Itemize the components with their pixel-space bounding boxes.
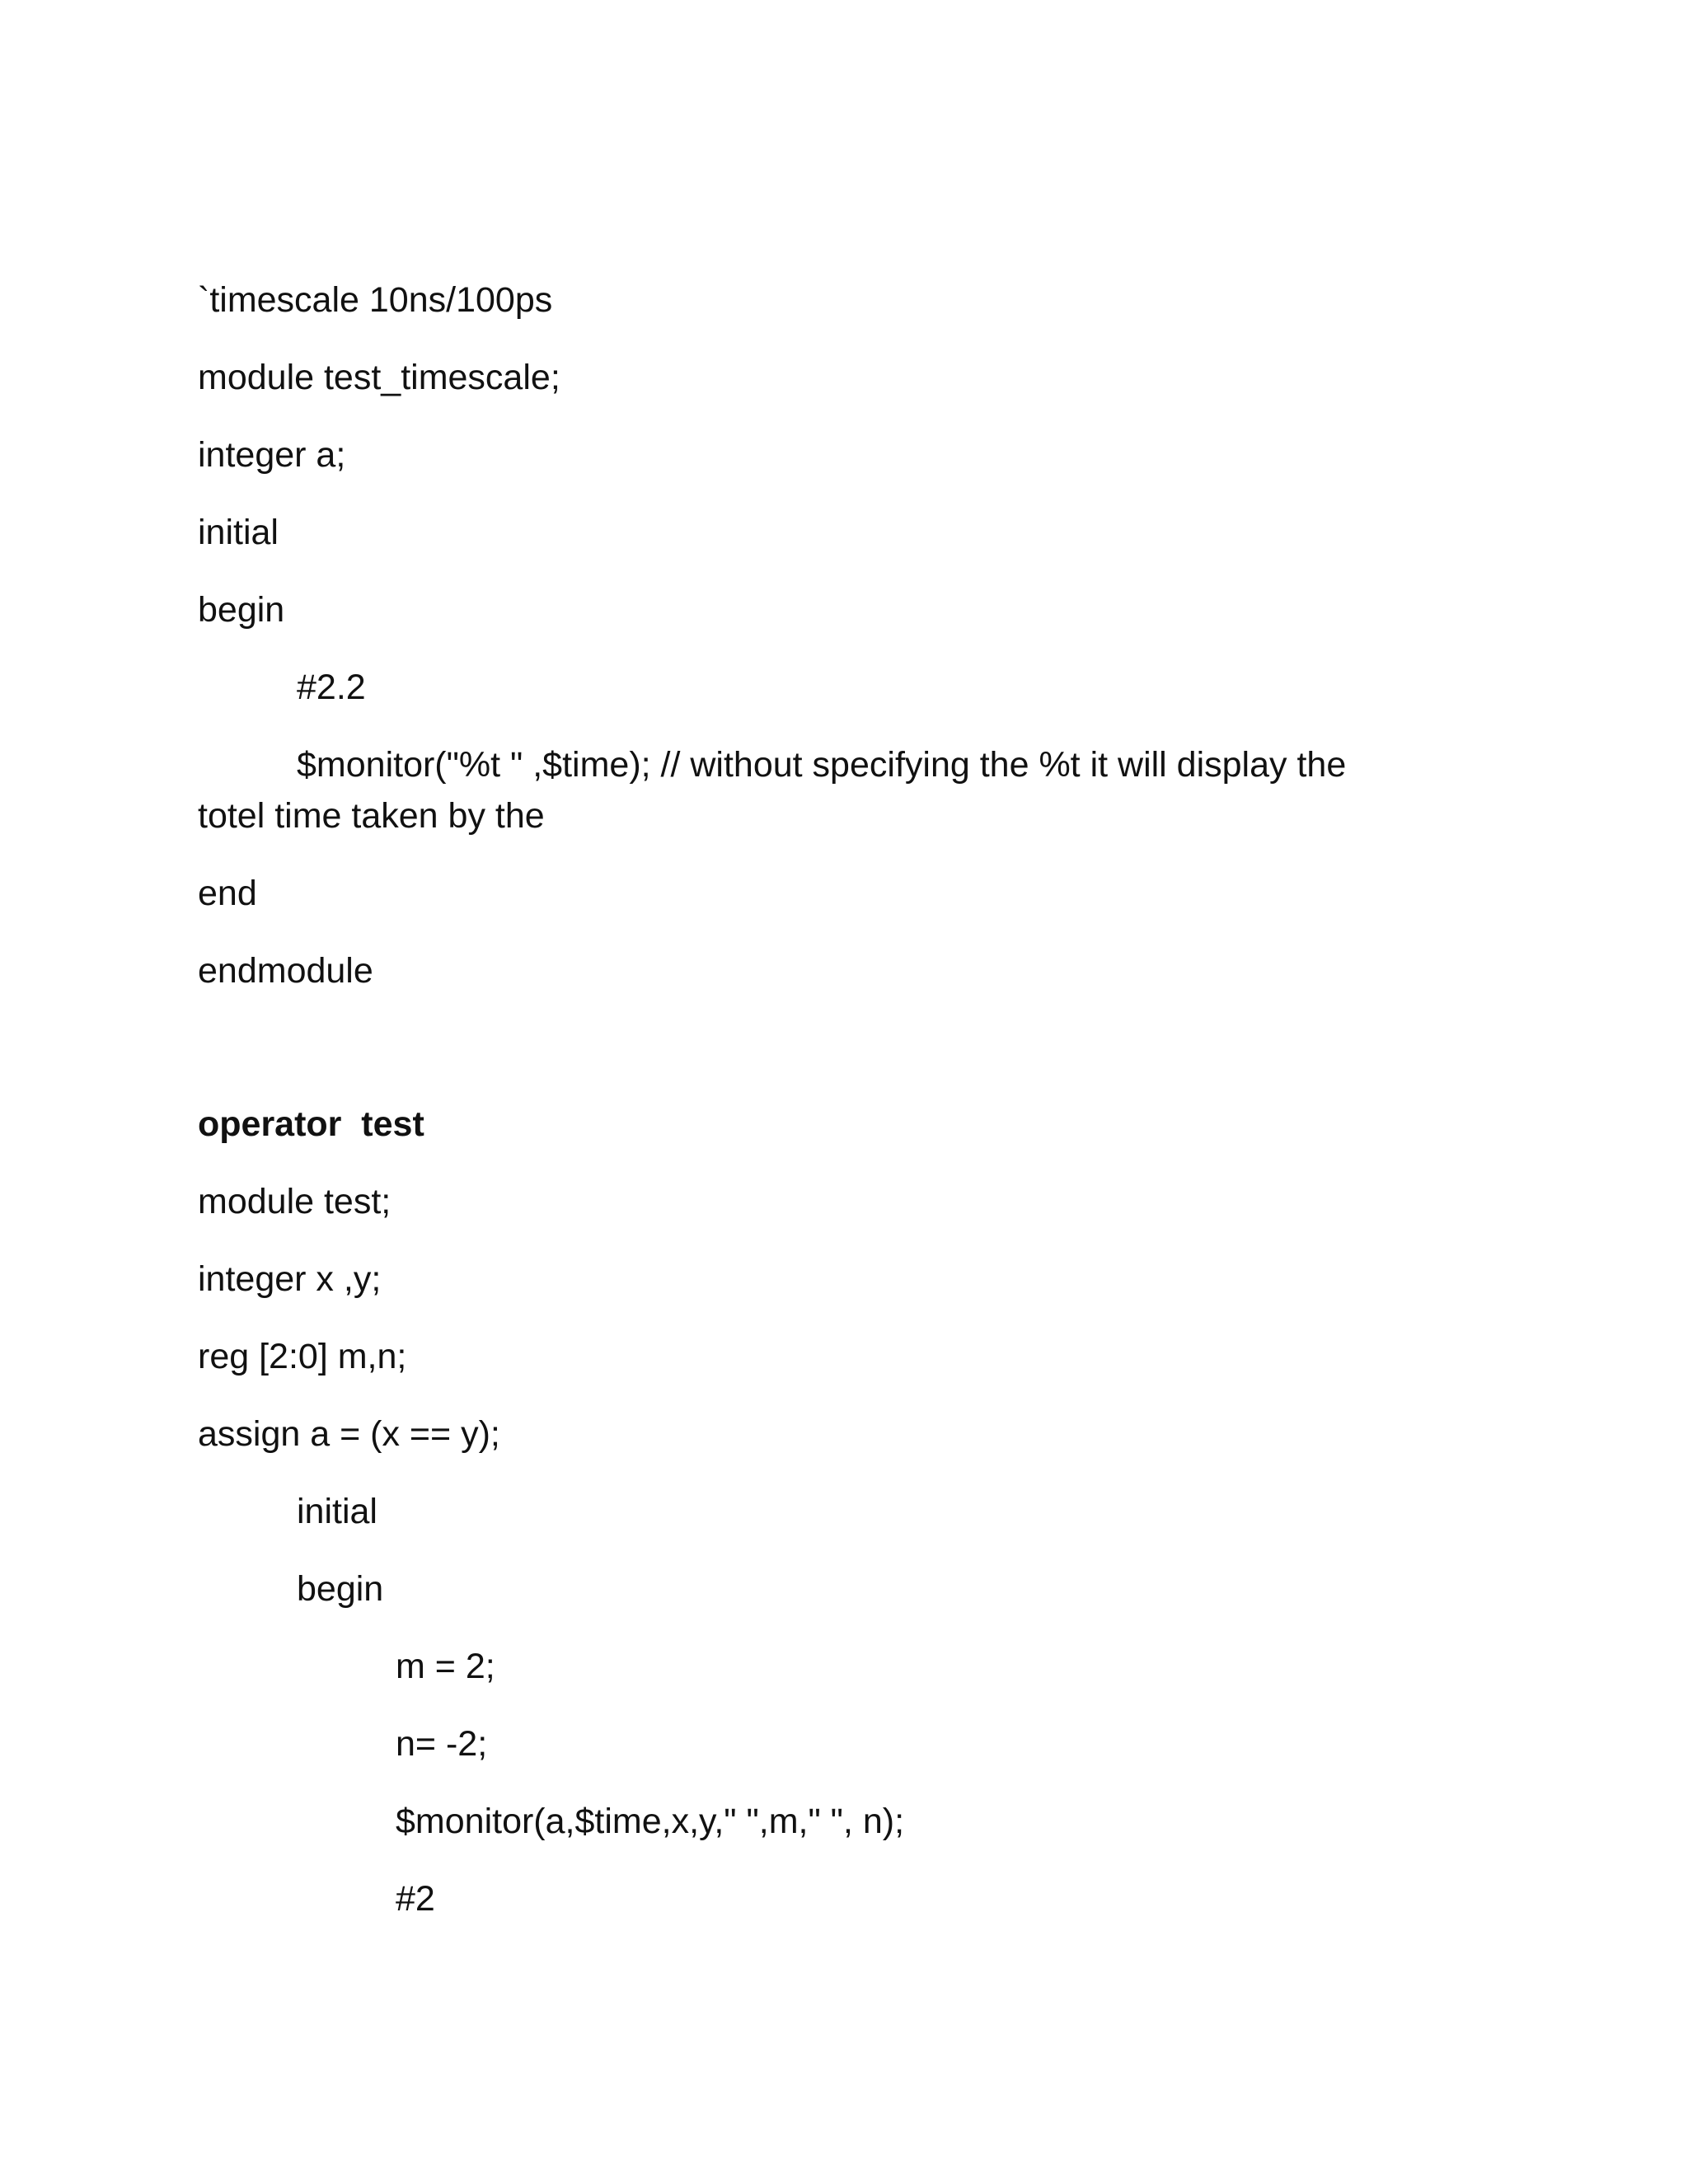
code-line-begin: begin xyxy=(198,590,285,630)
section-heading-operator-test: operator test xyxy=(198,1104,424,1144)
code-line-delay-2: #2 xyxy=(396,1879,435,1919)
code-line-timescale: `timescale 10ns/100ps xyxy=(198,280,553,320)
code-line-monitor-time: $monitor("%t " ,$time); // without specifying the %t it will display the xyxy=(297,745,1347,785)
code-line-endmodule: endmodule xyxy=(198,951,373,991)
code-line-assign-a: assign a = (x == y); xyxy=(198,1414,500,1454)
code-line-n-assign: n= -2; xyxy=(396,1724,488,1764)
code-line-reg-m-n: reg [2:0] m,n; xyxy=(198,1337,407,1376)
code-line-module-test-timescale: module test_timescale; xyxy=(198,358,560,397)
code-line-initial: initial xyxy=(198,513,279,552)
code-line-integer-a: integer a; xyxy=(198,435,346,475)
code-line-end: end xyxy=(198,874,257,913)
code-line-initial-indented: initial xyxy=(297,1492,377,1531)
code-line-m-assign: m = 2; xyxy=(396,1647,495,1686)
code-line-comment-continuation: totel time taken by the xyxy=(198,796,545,836)
code-line-module-test: module test; xyxy=(198,1182,392,1221)
code-line-begin-indented: begin xyxy=(297,1569,384,1609)
code-line-monitor-values: $monitor(a,$time,x,y," ",m," ", n); xyxy=(396,1802,905,1841)
code-line-delay-2-2: #2.2 xyxy=(297,668,366,707)
code-line-integer-x-y: integer x ,y; xyxy=(198,1259,382,1299)
